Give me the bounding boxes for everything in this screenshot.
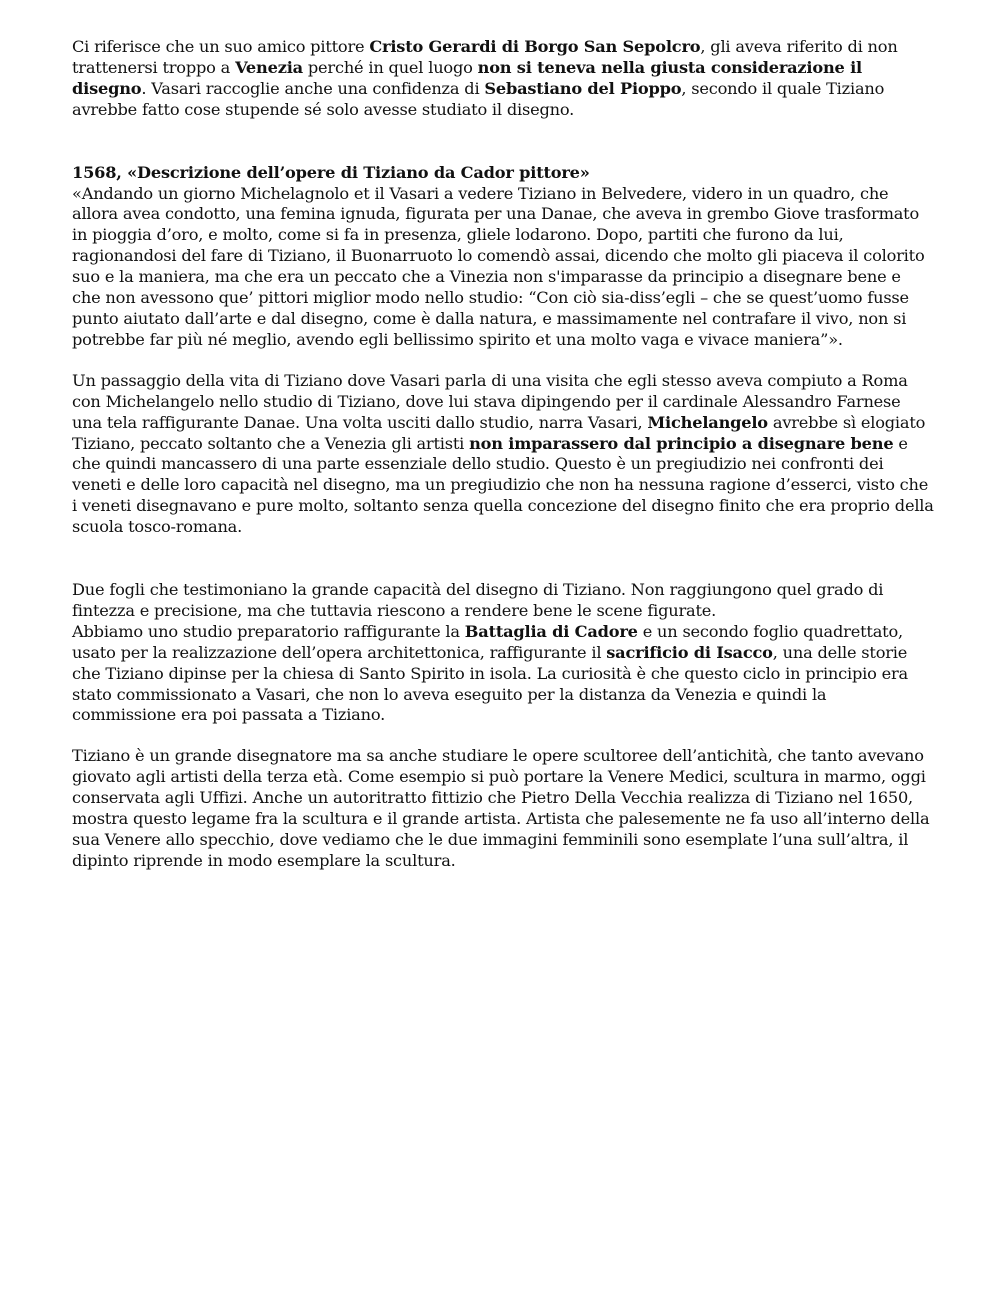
text-run: e che quindi mancassero di una parte essenziale dello studio. Questo è un pregiudizio nei confronti dei veneti e delle loro capacità nel disegno, ma un pregiudizio che non ha nessuna ragione d’esserci, visto che i veneti disegnavano e pure molto, soltanto senza quella concezione del disegno finito che era proprio della scuola tosco-romana. (72, 433, 934, 537)
bold-michelangelo: Michelangelo (647, 412, 768, 432)
bold-name-sebastiano: Sebastiano del Pioppo (484, 78, 682, 98)
text-run: , una delle storie che Tiziano dipinse per la chiesa di Santo Spirito in isola. La curiosità è che questo ciclo in principio era stato commissionato a Vasari, che non lo aveva eseguito per la distanza da Venezia e quindi la commissione era poi passata a Tiziano. (72, 642, 909, 725)
document-page (72, 37, 934, 872)
paragraph-studio (72, 622, 934, 727)
text-run: avrebbe sì elogiato Tiziano, peccato soltanto che a Venezia gli artisti (72, 412, 926, 453)
section-heading: 1568, «Descrizione dell’opere di Tiziano da Cador pittore» (72, 162, 590, 182)
text-run: . Vasari raccoglie anche una confidenza di (141, 78, 485, 98)
text-run: , gli aveva riferito di non trattenersi troppo a (72, 37, 898, 77)
text-run: , secondo il quale Tiziano avrebbe fatto cose stupende sé solo avesse studiato il disegno. (72, 78, 885, 119)
bold-disegnare-phrase: non imparassero dal principio a disegnare bene (469, 433, 894, 453)
spacer (72, 351, 934, 371)
text-run: Un passaggio della vita di Tiziano dove Vasari parla di una visita che egli stesso aveva compiuto a Roma con Michelangelo nello studio di Tiziano, dove lui stava dipingendo per il cardinale Alessandro Farnese una tela raffigurante Danae. Una volta usciti dallo studio, narra Vasari, (72, 370, 908, 432)
paragraph-intro (72, 37, 934, 121)
spacer (72, 538, 934, 580)
bold-battaglia-cadore: Battaglia di Cadore (464, 621, 638, 641)
bold-sacrificio-isacco: sacrificio di Isacco (606, 642, 773, 662)
paragraph-due-fogli: Due fogli che testimoniano la grande capacità del disegno di Tiziano. Non raggiungono quel grado di fintezza e precisione, ma che tuttavia riescono a rendere bene le scene figurate. (72, 580, 884, 620)
text-run: perché in quel luogo (302, 57, 478, 77)
bold-name-cristo-gerardi: Cristo Gerardi di Borgo San Sepolcro (369, 37, 701, 56)
text-run: e un secondo foglio quadrettato, usato per la realizzazione dell’opera architettonica, raffigurante il (72, 621, 903, 662)
vasari-quote: «Andando un giorno Michelagnolo et il Vasari a vedere Tiziano in Belvedere, videro in un quadro, che allora avea condotto, una femina ignuda, figurata per una Danae, che aveva in grembo Giove trasformato in pioggia d’oro, e molto, come si fa in presenza, gliele lodarono. Dopo, partiti che furono da lui, ragionandosi del fare di Tiziano, il Buonarruoto lo comendò assai, dicendo che molto gli piaceva il colorito suo e la maniera, ma che era un peccato che a Vinezia non s'imparasse da principio a disegnare bene e che non avessono que’ pittori miglior modo nello studio: “Con ciò sia-diss’egli – che se quest’uomo fusse punto aiutato dall’arte e dal disegno, come è dalla natura, e massimamente nel contrafare il vivo, non si potrebbe far più né meglio, avendo egli bellissimo spirito et una molto vaga e vivace maniera”». (72, 183, 925, 349)
bold-venezia: Venezia (235, 57, 303, 77)
text-run: Ci riferisce che un suo amico pittore (72, 37, 370, 56)
spacer (72, 726, 934, 746)
paragraph-visit (72, 371, 934, 538)
spacer (72, 121, 934, 163)
text-run: Abbiamo uno studio preparatorio raffigurante la (72, 621, 465, 641)
paragraph-scultura: Tiziano è un grande disegnatore ma sa anche studiare le opere scultoree dell’antichità, che tanto avevano giovato agli artisti della terza età. Come esempio si può portare la Venere Medici, scultura in marmo, oggi conservata agli Uffizi. Anche un autoritratto fittizio che Pietro Della Vecchia realizza di Tiziano nel 1650, mostra questo legame fra la scultura e il grande artista. Artista che palesemente ne fa uso all’interno della sua Venere allo specchio, dove vediamo che le due immagini femminili sono esemplate l’una sull’altra, il dipinto riprende in modo esemplare la scultura. (72, 746, 930, 870)
bold-disegno-phrase: non si teneva nella giusta considerazione il disegno (72, 57, 862, 98)
